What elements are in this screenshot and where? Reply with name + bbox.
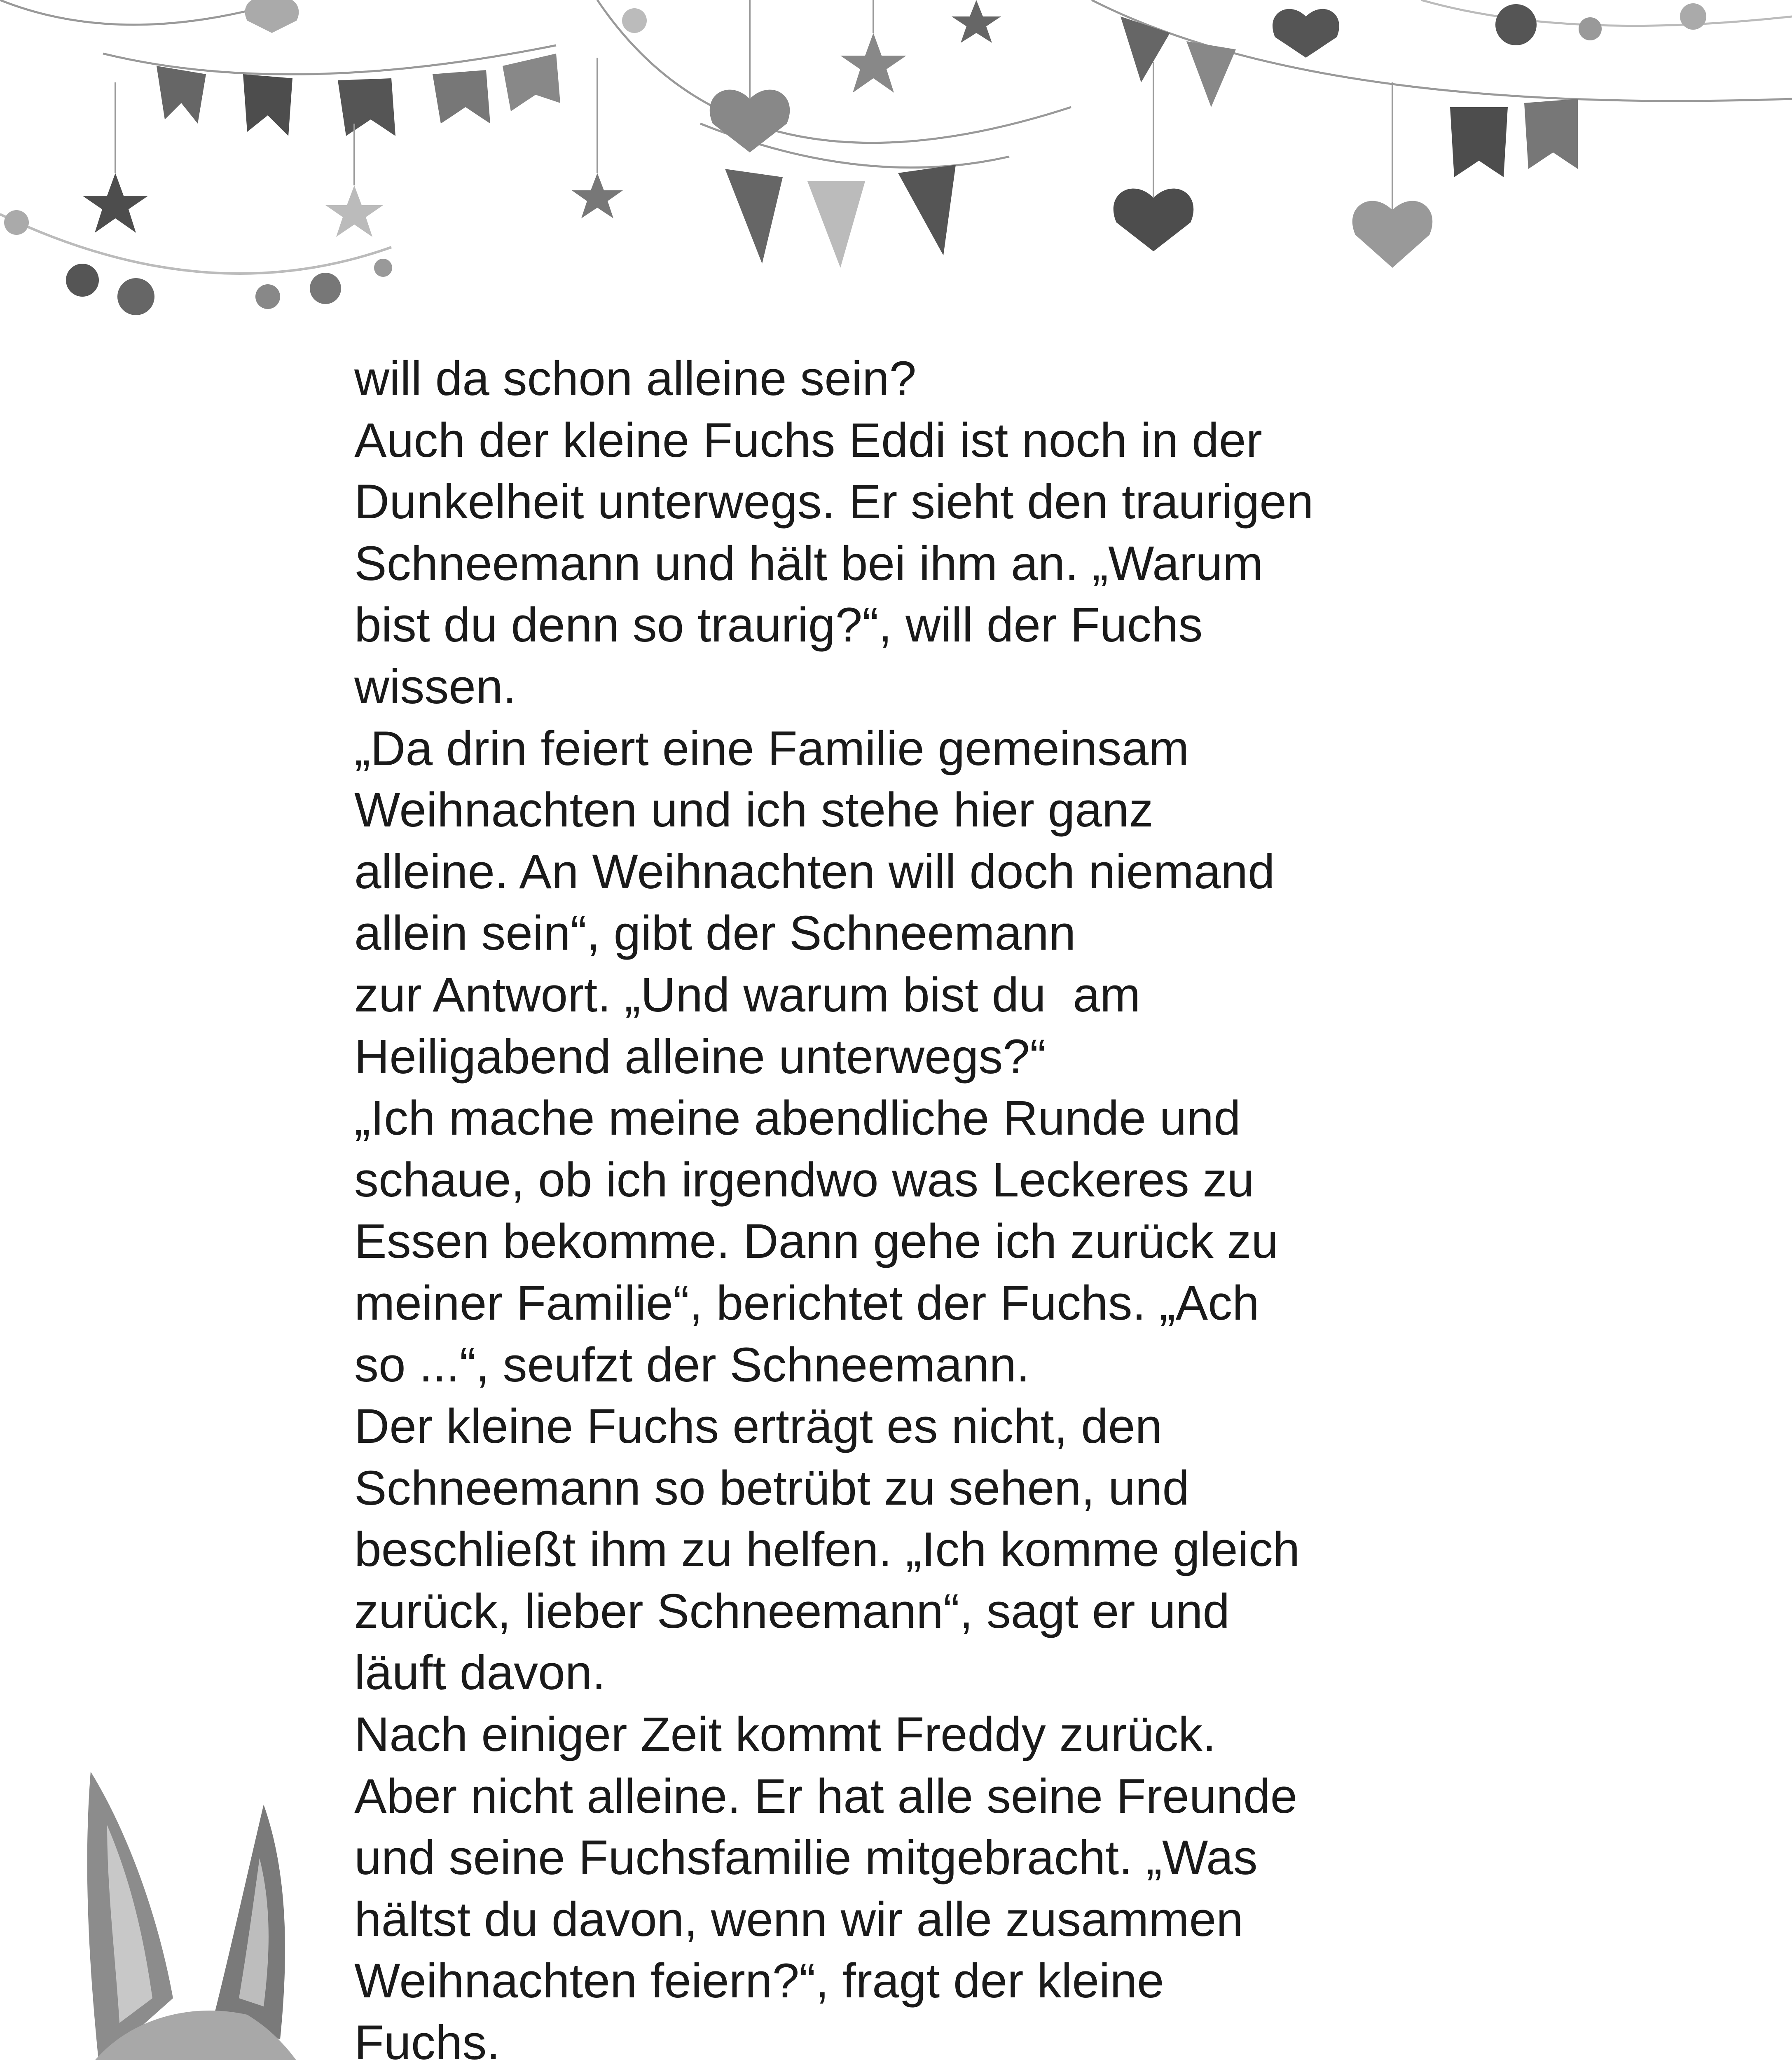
text-line: „Ich mache meine abendliche Runde und: [354, 1091, 1241, 1146]
star-icon: [325, 185, 383, 237]
heart-icon: [1352, 201, 1432, 268]
bunting-flag: [725, 169, 783, 264]
fox-ear: [214, 1805, 285, 2039]
text-line: läuft davon.: [354, 1646, 606, 1700]
text-line: „Da drin feiert eine Familie gemeinsam: [354, 721, 1189, 776]
bunting-flag: [807, 181, 865, 268]
bunting-flag: [898, 165, 956, 255]
garland-dot: [310, 273, 341, 304]
text-line: Schneemann so betrübt zu sehen, und: [354, 1461, 1190, 1515]
text-line: und seine Fuchsfamilie mitgebracht. „Was: [354, 1831, 1258, 1885]
text-line: bist du denn so traurig?“, will der Fuchs: [354, 598, 1203, 653]
star-icon: [952, 0, 1001, 43]
bunting-flag: [243, 74, 292, 136]
text-line: Essen bekomme. Dann gehe ich zurück zu: [354, 1214, 1279, 1269]
garland-dot: [4, 210, 29, 235]
text-line: Auch der kleine Fuchs Eddi ist noch in der: [354, 413, 1262, 468]
bunting-flag: [1524, 99, 1578, 169]
text-line: wissen.: [354, 659, 517, 714]
text-line: hältst du davon, wenn wir alle zusammen: [354, 1892, 1243, 1947]
text-line: zur Antwort. „Und warum bist du am: [354, 967, 1141, 1022]
star-icon: [840, 33, 906, 93]
garland-dot: [1680, 3, 1706, 30]
text-line: Dunkelheit unterwegs. Er sieht den traurigen: [354, 475, 1314, 529]
text-line: will da schon alleine sein?: [354, 351, 917, 406]
garland-decoration: [0, 0, 1792, 330]
fox-illustration: [0, 1751, 577, 2060]
garland-dot: [255, 284, 280, 309]
text-line: Schneemann und hält bei ihm an. „Warum: [354, 536, 1263, 591]
bunting-flag: [503, 54, 560, 111]
text-line: Fuchs.: [354, 2016, 501, 2060]
garland-dot: [66, 264, 99, 297]
bunting-flag: [433, 70, 490, 124]
bunting-flag: [1186, 41, 1236, 107]
text-line: zurück, lieber Schneemann“, sagt er und: [354, 1584, 1230, 1639]
bunting-flag: [338, 78, 395, 136]
bunting-flag: [1121, 16, 1170, 82]
text-line: alleine. An Weihnachten will doch niemand: [354, 844, 1275, 899]
garland-dot: [374, 259, 392, 277]
garland-dot: [117, 278, 154, 315]
heart-icon: [1114, 189, 1193, 251]
bunting-flag: [1450, 107, 1508, 177]
text-line: Aber nicht alleine. Er hat alle seine Freunde: [354, 1769, 1298, 1824]
garland-dot: [1495, 4, 1537, 45]
garland-dot: [1579, 17, 1602, 40]
star-icon: [572, 173, 623, 218]
text-line: meiner Familie“, berichtet der Fuchs. „Ach: [354, 1276, 1259, 1330]
heart-icon: [710, 90, 790, 152]
garland-string: [1421, 0, 1792, 26]
star-icon: [82, 173, 148, 233]
text-line: Der kleine Fuchs erträgt es nicht, den: [354, 1399, 1163, 1454]
heart-icon: [245, 0, 299, 33]
garland-dot: [622, 8, 647, 33]
text-line: schaue, ob ich irgendwo was Leckeres zu: [354, 1152, 1254, 1207]
heart-icon: [1273, 9, 1339, 58]
text-line: beschließt ihm zu helfen. „Ich komme gleich: [354, 1522, 1300, 1577]
text-line: Nach einiger Zeit kommt Freddy zurück.: [354, 1707, 1216, 1762]
garland-string: [0, 214, 391, 274]
garland-string: [597, 0, 1071, 143]
bunting-flag: [157, 66, 206, 124]
text-line: Weihnachten und ich stehe hier ganz: [354, 783, 1153, 838]
text-line: Weihnachten feiern?“, fragt der kleine: [354, 1954, 1164, 2008]
text-line: so ...“, seufzt der Schneemann.: [354, 1337, 1030, 1392]
text-line: Heiligabend alleine unterwegs?“: [354, 1029, 1046, 1084]
text-line: allein sein“, gibt der Schneemann: [354, 906, 1076, 961]
